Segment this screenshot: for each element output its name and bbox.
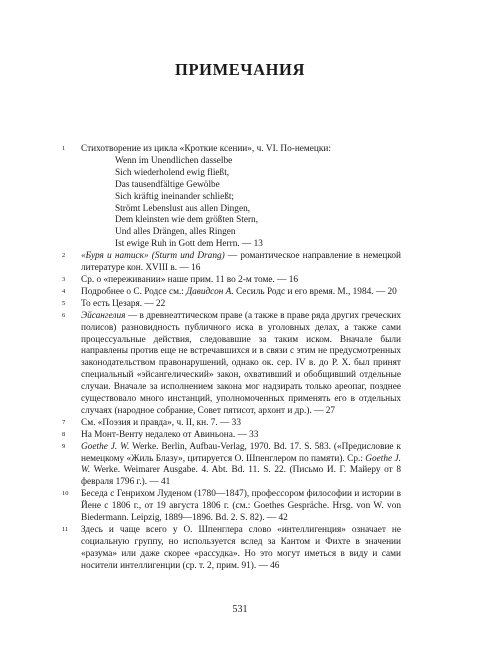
note-text: [81, 442, 401, 490]
poem-line: Das tausendfältige Gewölbe: [115, 179, 220, 190]
italic-author: Goethe J. W.: [81, 441, 130, 452]
note-number: 2: [62, 252, 66, 260]
poem-line: Strömt Lebenslust aus allen Dingen,: [115, 203, 251, 214]
note-1: [62, 144, 401, 251]
note-prefix: Подробнее о С. Родсе см.:: [81, 286, 187, 297]
note-number: 7: [62, 418, 66, 426]
note-7: [62, 417, 401, 430]
note-text: Ср. о «переживании» наше прим. 11 во 2-м томе. — 16: [81, 274, 299, 285]
note-2: [62, 251, 401, 275]
note-number: 11: [62, 526, 69, 533]
note-number: 3: [62, 275, 66, 283]
note-body: Werke. Berlin, Aufbau-Verlag, 1970. Bd. 17. S. 583. («Предисловие к немецкому «Жиль Блазу», цитируется О. Шпенглером по памяти). Ср.:: [81, 441, 401, 464]
note-body: — романтическое направление в немецкой литературе кон. XVIII в. — 16: [81, 251, 401, 274]
poem-line: Sich wiederholend ewig fließt,: [115, 167, 230, 178]
note-text: См. «Поэзия и правда», ч. II, кн. 7. — 33: [81, 417, 241, 428]
note-5: [62, 298, 401, 311]
italic-author: Goethe J. W.: [81, 453, 401, 476]
note-body: Werke. Weimarer Ausgabe. 4. Abt. Bd. 11. S. 22. (Письмо И. Г. Майеру от 8 февраля 1796 г.). — 41: [81, 465, 401, 488]
poem-line: Wenn im Unendlichen dasselbe: [115, 155, 233, 166]
note-text: На Монт-Венту недалеко от Авиньона. — 33: [81, 429, 259, 440]
note-text: Стихотворение из цикла «Кроткие ксении», ч. VI. По-немецки:: [81, 144, 331, 154]
note-text: [81, 251, 401, 275]
note-3: [62, 274, 401, 287]
poem-line: Ist ewige Ruh in Gott dem Herrn. — 13: [115, 239, 263, 250]
note-number: 10: [62, 490, 69, 498]
italic-author: Давидсон А.: [186, 286, 234, 297]
note-number: 6: [62, 311, 66, 319]
note-body: — в древнеаттическом праве (а также в праве ряда других греческих полисов) разновидность публичного иска в уголовных делах, а также сами процессуальные действия, следовавшие за таким иском. Вначале были направлены против еще не встречавшихся и в связи с этим не предусмотренных законодательством правонарушений, однако ок. сер. IV в. до Р. Х. был принят специальный «эйсангелический» закон, охвативший и обобщивший отдельные случаи. Вначале за исполнением закона мог надзирать только ареопаг, позднее существовало много инстанций, уполномоченных применять его в отдельных случаях (народное собрание, Совет пятисот, архонт и др.). — 27: [81, 310, 401, 416]
italic-term: Эйсангелия: [81, 310, 126, 321]
note-body: Сесиль Родс и его время. М., 1984. — 20: [233, 286, 397, 297]
page-number: 531: [232, 604, 248, 615]
poem-line: Und alles Drängen, alles Ringen: [115, 227, 236, 238]
note-11: [62, 525, 401, 573]
note-text: Здесь и чаще всего у О. Шпенглера слово «интеллигенция» означает не социальную группу, но используется вслед за Кантом и Фихте в значении «разума» или даже скорее «рассудка». Но это могут иметься в виду и сами носители интеллигенции (ср. т. 2, прим. 91). — 46: [81, 525, 401, 571]
note-9: [62, 441, 401, 490]
poem: [115, 156, 401, 251]
note-8: [62, 429, 401, 442]
poem-line: Dem kleinsten wie dem größten Stern,: [115, 215, 259, 226]
note-number: 1: [62, 145, 66, 152]
italic-term: «Буря и натиск» (Sturm und Drang): [81, 251, 225, 262]
note-6: [62, 310, 401, 418]
note-number: 8: [62, 430, 66, 438]
poem-line: Sich kräftig ineinander schließt;: [115, 191, 235, 202]
note-4: [62, 286, 401, 299]
note-text: [81, 311, 401, 418]
note-text: [81, 287, 401, 299]
note-text: Беседа с Генрихом Луденом (1780—1847), профессором философии и истории в Йене с 1806 г., от 19 августа 1806 г. (см.: Goethes Gespräche. Hrsg. von W. von Biedermann. Leipzig, 1889—1896. Bd. 2. S. 82). — 42: [81, 489, 401, 524]
note-number: 9: [62, 442, 66, 450]
note-text: То есть Цезаря. — 22: [81, 298, 166, 309]
note-number: 5: [62, 299, 66, 307]
note-10: [62, 489, 401, 525]
notes-list: [62, 144, 401, 573]
page-title: ПРИМЕЧАНИЯ: [175, 60, 305, 79]
note-number: 4: [62, 287, 66, 295]
